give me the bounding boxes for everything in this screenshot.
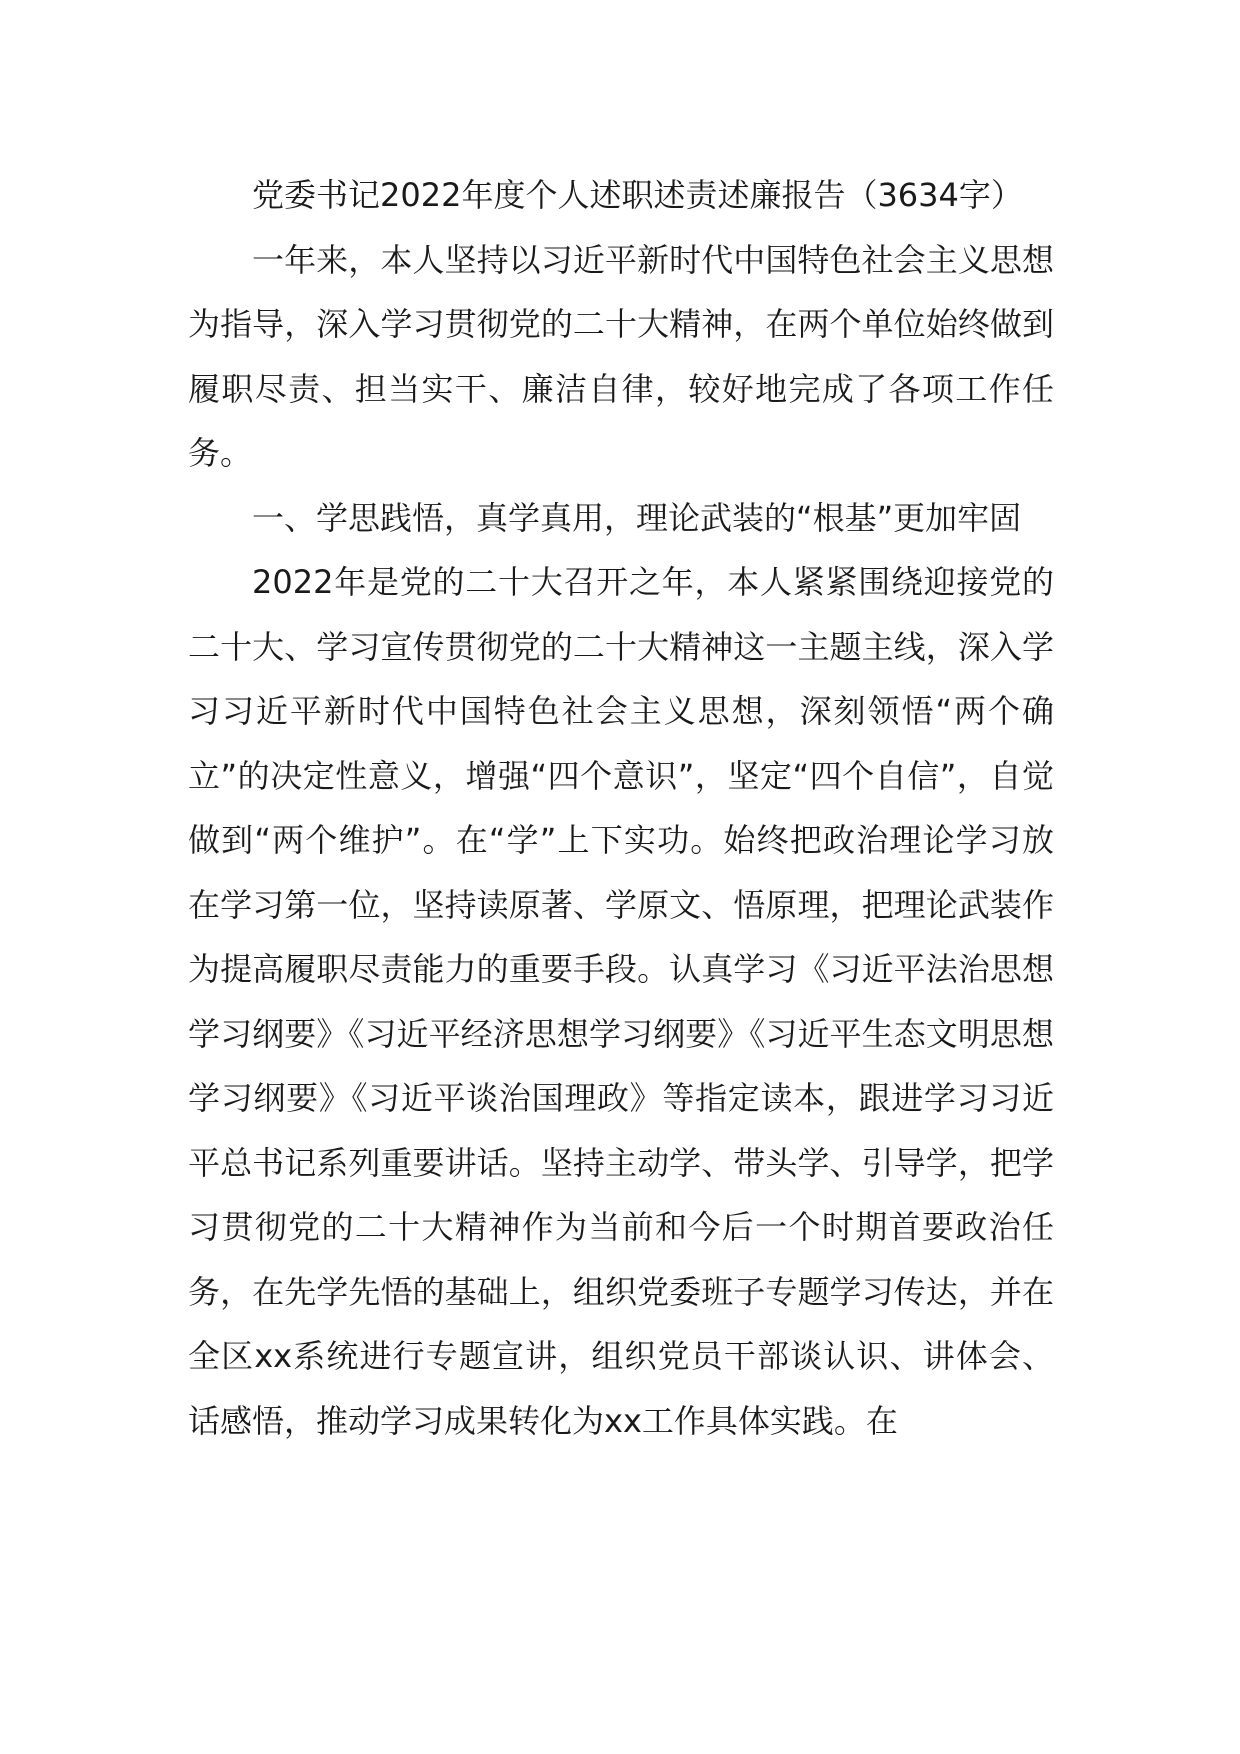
- document-title: 党委书记2022年度个人述职述责述廉报告（3634字）: [252, 176, 1023, 214]
- section-heading-1: 一、学思践悟，真学真用，理论武装的“根基”更加牢固: [252, 498, 1022, 537]
- paragraph-section-1: 2022年是党的二十大召开之年，本人紧紧围绕迎接党的二十大、学习宣传贯彻党的二十大精神这一主题主线，深入学习习近平新时代中国特色社会主义思想，深刻领悟“两个确立”的决定性意义，增强“四个意识”，坚定“四个自信”，自觉做到“两个维护”。在“学”上下实功。始终把政治理论学习放在学习第一位，坚持读原著、学原文、悟原理，把理论武装作为提高履职尽责能力的重要手段。认真学习《习近平法治思想学习纲要》《习近平经济思想学习纲要》《习近平生态文明思想学习纲要》《习近平谈治国理政》等指定读本，跟进学习习近平总书记系列重要讲话。坚持主动学、带头学、引导学，把学习贯彻党的二十大精神作为当前和今后一个时期首要政治任务，在先学先悟的基础上，组织党委班子专题学习传达，并在全区xx系统进行专题宣讲，组织党员干部谈认识、讲体会、话感悟，推动学习成果转化为xx工作具体实践。在: [188, 563, 1054, 1440]
- document-body: [188, 163, 1054, 1453]
- paragraph-intro: 一年来，本人坚持以习近平新时代中国特色社会主义思想为指导，深入学习贯彻党的二十大精神，在两个单位始终做到履职尽责、担当实干、廉洁自律，较好地完成了各项工作任务。: [188, 240, 1054, 472]
